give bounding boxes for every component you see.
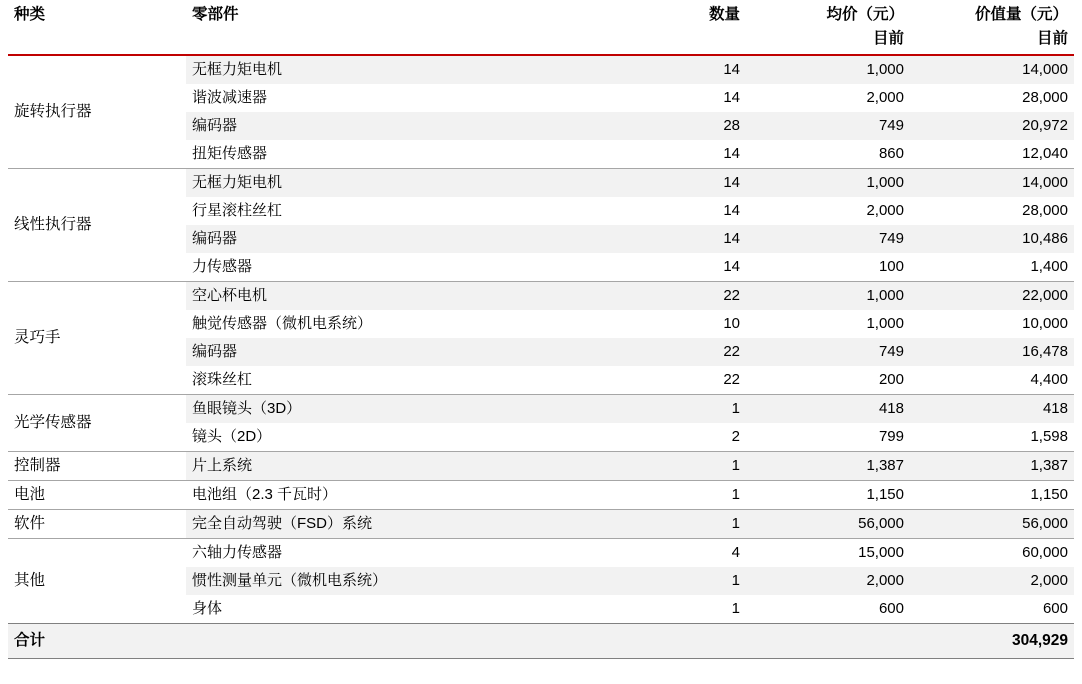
quantity-cell: 2	[731, 428, 740, 445]
value-cell: 1,387	[910, 452, 1074, 481]
table-row	[8, 539, 1074, 568]
avg-price-cell: 2,000	[866, 202, 904, 219]
quantity-cell: 14	[723, 89, 740, 106]
avg-price-cell: 2,000	[866, 89, 904, 106]
part-name-cell: 编码器	[186, 225, 586, 253]
avg-price-cell: 1,387	[746, 452, 910, 481]
part-name-cell: 鱼眼镜头（3D）	[186, 395, 586, 424]
value-cell: 28,000	[1022, 202, 1068, 219]
total-quantity	[586, 624, 746, 659]
table-row	[8, 452, 1074, 481]
bom-table	[8, 0, 1074, 659]
category-cell: 其他	[8, 539, 186, 624]
value-cell: 28,000	[1022, 89, 1068, 106]
value-cell: 418	[910, 395, 1074, 424]
table-row	[8, 481, 1074, 510]
quantity-cell: 14	[723, 258, 740, 275]
part-name-cell: 编码器	[186, 338, 586, 366]
avg-price-cell: 1,000	[746, 55, 910, 84]
avg-price-cell: 56,000	[746, 510, 910, 539]
subheader-quantity	[586, 26, 746, 54]
category-cell: 软件	[8, 510, 186, 539]
avg-price-cell: 1,150	[746, 481, 910, 510]
part-name-cell: 片上系统	[186, 452, 586, 481]
avg-price-cell: 749	[746, 338, 910, 366]
avg-price-cell: 15,000	[746, 539, 910, 568]
quantity-cell: 1	[586, 510, 746, 539]
value-cell: 1,400	[1030, 258, 1068, 275]
quantity-cell: 10	[723, 315, 740, 332]
part-name-cell: 空心杯电机	[186, 282, 586, 311]
avg-price-cell: 100	[878, 258, 904, 275]
avg-price-cell: 860	[878, 145, 904, 162]
table-row	[8, 55, 1074, 84]
part-name-cell: 扭矩传感器	[192, 145, 268, 162]
quantity-cell: 1	[731, 600, 740, 617]
quantity-cell: 14	[723, 145, 740, 162]
total-label: 合计	[8, 624, 186, 659]
value-cell: 1,598	[1030, 428, 1068, 445]
value-cell: 10,000	[1022, 315, 1068, 332]
table-footer	[8, 624, 1074, 659]
table-row	[8, 282, 1074, 311]
category-cell: 控制器	[8, 452, 186, 481]
avg-price-cell: 200	[878, 371, 904, 388]
avg-price-cell: 1,000	[866, 315, 904, 332]
header-part: 零部件	[192, 6, 239, 23]
avg-price-cell: 799	[878, 428, 904, 445]
avg-price-cell: 2,000	[746, 567, 910, 595]
value-cell: 2,000	[910, 567, 1074, 595]
avg-price-cell: 1,000	[746, 282, 910, 311]
part-name-cell: 触觉传感器（微机电系统）	[192, 315, 373, 332]
value-cell: 22,000	[910, 282, 1074, 311]
part-name-cell: 滚珠丝杠	[192, 371, 253, 388]
header-avg-price: 均价（元）	[826, 6, 904, 23]
avg-price-cell: 600	[878, 600, 904, 617]
table-header	[8, 0, 1074, 55]
quantity-cell: 14	[586, 55, 746, 84]
table-row	[8, 510, 1074, 539]
part-name-cell: 身体	[192, 600, 223, 617]
total-row	[8, 624, 1074, 659]
total-value: 304,929	[910, 624, 1074, 659]
value-cell: 14,000	[910, 55, 1074, 84]
part-name-cell: 镜头（2D）	[192, 428, 272, 445]
part-name-cell: 编码器	[186, 112, 586, 140]
value-cell: 12,040	[1022, 145, 1068, 162]
avg-price-cell: 1,000	[746, 169, 910, 198]
category-cell: 线性执行器	[8, 169, 186, 282]
header-category: 种类	[14, 6, 46, 23]
quantity-cell: 1	[586, 567, 746, 595]
quantity-cell: 22	[586, 282, 746, 311]
header-quantity: 数量	[708, 6, 740, 23]
part-name-cell: 惯性测量单元（微机电系统）	[186, 567, 586, 595]
value-cell: 600	[1042, 600, 1068, 617]
part-name-cell: 完全自动驾驶（FSD）系统	[186, 510, 586, 539]
quantity-cell: 22	[723, 371, 740, 388]
part-name-cell: 六轴力传感器	[186, 539, 586, 568]
value-cell: 16,478	[910, 338, 1074, 366]
table-body	[8, 55, 1074, 624]
quantity-cell: 4	[586, 539, 746, 568]
quantity-cell: 1	[586, 452, 746, 481]
part-name-cell: 行星滚柱丝杠	[192, 202, 283, 219]
category-cell: 电池	[8, 481, 186, 510]
value-cell: 10,486	[910, 225, 1074, 253]
header-value: 价值量（元）	[974, 6, 1068, 23]
part-name-cell: 谐波减速器	[192, 89, 268, 106]
part-name-cell: 无框力矩电机	[186, 55, 586, 84]
quantity-cell: 14	[586, 225, 746, 253]
part-name-cell: 电池组（2.3 千瓦时）	[186, 481, 586, 510]
quantity-cell: 14	[586, 169, 746, 198]
value-cell: 56,000	[910, 510, 1074, 539]
quantity-cell: 1	[586, 395, 746, 424]
value-cell: 14,000	[910, 169, 1074, 198]
category-cell: 旋转执行器	[8, 55, 186, 169]
value-cell: 1,150	[910, 481, 1074, 510]
category-cell: 光学传感器	[8, 395, 186, 452]
header-row-main	[8, 0, 1074, 26]
avg-price-cell: 749	[746, 225, 910, 253]
quantity-cell: 14	[723, 202, 740, 219]
subheader-value: 目前	[1036, 30, 1068, 47]
value-cell: 4,400	[1030, 371, 1068, 388]
avg-price-cell: 418	[746, 395, 910, 424]
quantity-cell: 28	[586, 112, 746, 140]
total-part	[186, 624, 586, 659]
total-avg-price	[746, 624, 910, 659]
value-cell: 60,000	[910, 539, 1074, 568]
category-cell: 灵巧手	[8, 282, 186, 395]
subheader-part	[186, 26, 586, 54]
subheader-category	[8, 26, 186, 54]
subheader-avg-price: 目前	[872, 30, 904, 47]
part-name-cell: 无框力矩电机	[186, 169, 586, 198]
part-name-cell: 力传感器	[192, 258, 253, 275]
quantity-cell: 22	[586, 338, 746, 366]
table-row	[8, 395, 1074, 424]
value-cell: 20,972	[910, 112, 1074, 140]
header-row-sub	[8, 26, 1074, 54]
avg-price-cell: 749	[746, 112, 910, 140]
table-row	[8, 169, 1074, 198]
quantity-cell: 1	[586, 481, 746, 510]
